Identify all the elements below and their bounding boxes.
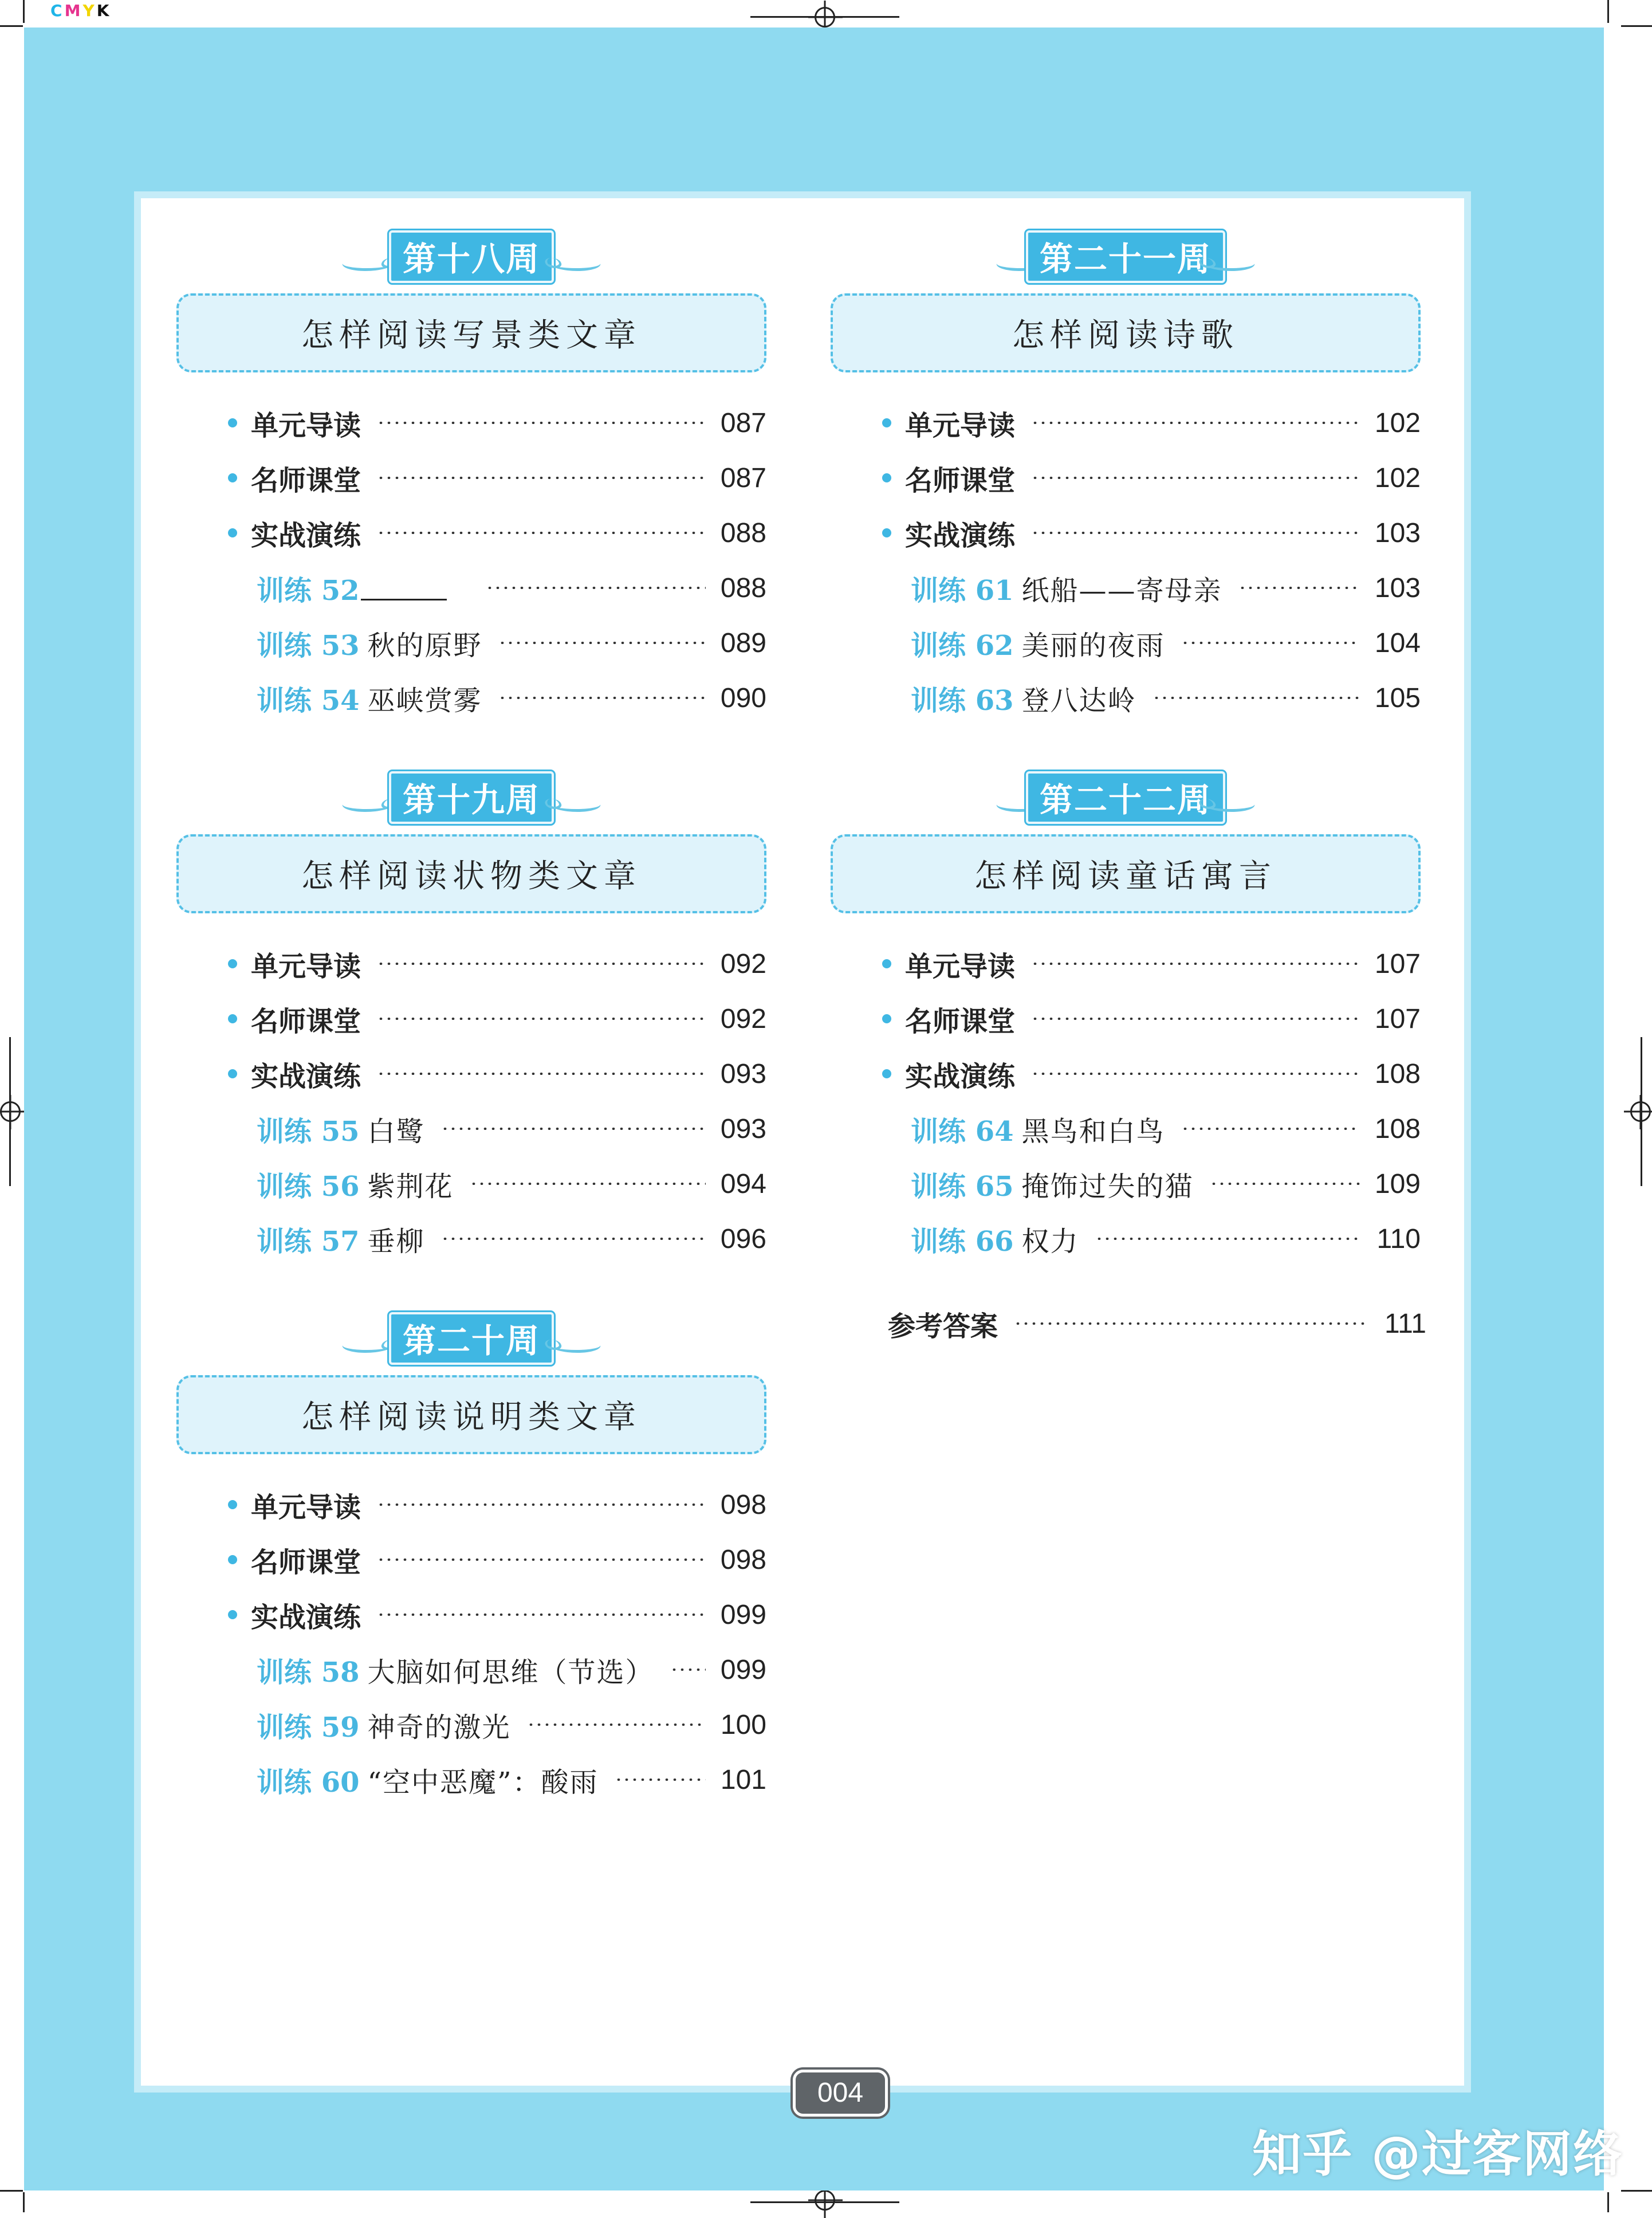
swirl-ornament-icon bbox=[546, 796, 603, 812]
leader-dots bbox=[377, 1503, 706, 1506]
entry-label: 实战演练 bbox=[905, 1060, 1016, 1093]
toc-entry[interactable] bbox=[176, 991, 766, 1046]
exercise-code: 训练 54 bbox=[257, 684, 360, 717]
crop-mark bbox=[23, 0, 25, 23]
page-number: 111 bbox=[1384, 1308, 1426, 1339]
exercise-entry[interactable] bbox=[831, 615, 1421, 670]
week-badge: 第十九周 bbox=[389, 771, 554, 824]
exercise-code: 训练 64 bbox=[911, 1115, 1014, 1148]
page-number: 102 bbox=[1374, 462, 1421, 493]
leader-dots bbox=[377, 963, 706, 965]
registration-mark-icon bbox=[815, 2190, 835, 2211]
swirl-ornament-icon bbox=[546, 1337, 603, 1353]
toc-entry[interactable] bbox=[176, 1532, 766, 1587]
page-number: 092 bbox=[720, 948, 766, 979]
exercise-entry[interactable] bbox=[176, 1697, 766, 1752]
entry-list bbox=[176, 395, 766, 725]
week-section bbox=[831, 230, 1421, 725]
exercise-title: 巫峡赏雾 bbox=[367, 684, 482, 717]
exercise-entry[interactable] bbox=[176, 1156, 766, 1211]
page-number: 088 bbox=[720, 517, 766, 548]
page-number-badge: 004 bbox=[793, 2070, 888, 2117]
page-number: 092 bbox=[720, 1003, 766, 1034]
crop-mark bbox=[1621, 25, 1652, 27]
leader-dots bbox=[486, 587, 706, 589]
page-number: 100 bbox=[720, 1709, 766, 1740]
toc-entry[interactable] bbox=[176, 936, 766, 991]
leader-dots bbox=[377, 422, 706, 424]
week-badge: 第二十二周 bbox=[1026, 771, 1225, 824]
toc-entry[interactable] bbox=[831, 450, 1421, 505]
exercise-title: 紫荆花 bbox=[367, 1170, 454, 1203]
topic-title: 怎样阅读诗歌 bbox=[831, 293, 1421, 372]
exercise-code: 训练 60 bbox=[257, 1766, 360, 1799]
leader-dots bbox=[1031, 532, 1360, 534]
week-badge: 第二十一周 bbox=[1026, 230, 1225, 283]
toc-entry[interactable] bbox=[176, 1046, 766, 1101]
entry-label: 实战演练 bbox=[905, 519, 1016, 552]
page-number: 102 bbox=[1374, 407, 1421, 438]
leader-dots bbox=[1031, 422, 1360, 424]
exercise-code: 训练 53 bbox=[257, 629, 360, 662]
crop-mark bbox=[1621, 2190, 1652, 2192]
page-number: 103 bbox=[1374, 572, 1421, 603]
leader-dots bbox=[377, 532, 706, 534]
topic-title: 怎样阅读童话寓言 bbox=[831, 834, 1421, 913]
exercise-entry[interactable] bbox=[831, 1101, 1421, 1156]
week-section bbox=[176, 771, 766, 1266]
exercise-title: 神奇的激光 bbox=[367, 1711, 511, 1744]
page-number: 087 bbox=[720, 462, 766, 493]
leader-dots bbox=[441, 1128, 706, 1130]
leader-dots bbox=[1014, 1322, 1366, 1325]
leader-dots bbox=[1153, 697, 1360, 699]
exercise-code: 训练 59 bbox=[257, 1711, 360, 1744]
exercise-title: 纸船——寄母亲 bbox=[1021, 574, 1222, 607]
leader-dots bbox=[1181, 1128, 1360, 1130]
bullet-icon bbox=[228, 959, 237, 968]
bullet-icon bbox=[228, 1069, 237, 1078]
page-number: 099 bbox=[720, 1599, 766, 1630]
toc-entry[interactable] bbox=[176, 505, 766, 560]
registration-mark-icon bbox=[0, 1101, 21, 1122]
leader-dots bbox=[498, 642, 706, 644]
reference-label: 参考答案 bbox=[888, 1310, 998, 1342]
leader-dots bbox=[527, 1724, 706, 1726]
exercise-title: 黑鸟和白鸟 bbox=[1021, 1115, 1165, 1148]
toc-entry[interactable] bbox=[831, 991, 1421, 1046]
leader-dots bbox=[615, 1779, 706, 1781]
leader-dots bbox=[470, 1183, 706, 1185]
swirl-ornament-icon bbox=[340, 256, 397, 271]
leader-dots bbox=[441, 1238, 706, 1240]
page-number: 089 bbox=[720, 627, 766, 658]
toc-entry[interactable] bbox=[176, 450, 766, 505]
page-number: 093 bbox=[720, 1113, 766, 1144]
leader-dots bbox=[377, 1559, 706, 1561]
crop-mark bbox=[0, 2190, 23, 2192]
week-section bbox=[176, 1312, 766, 1807]
exercise-entry[interactable] bbox=[176, 560, 766, 615]
topic-title: 怎样阅读写景类文章 bbox=[176, 293, 766, 372]
bullet-icon bbox=[882, 528, 891, 537]
entry-label: 名师课堂 bbox=[251, 1546, 361, 1579]
week-section bbox=[176, 230, 766, 725]
exercise-code: 训练 63 bbox=[911, 684, 1014, 717]
cmyk-print-mark: CMYK bbox=[50, 1, 112, 20]
entry-label: 名师课堂 bbox=[905, 464, 1016, 497]
page-number: 109 bbox=[1374, 1168, 1421, 1199]
entry-list bbox=[176, 1477, 766, 1807]
page-number: 104 bbox=[1374, 627, 1421, 658]
page-number: 107 bbox=[1374, 1003, 1421, 1034]
week-section bbox=[831, 771, 1421, 1266]
week-header bbox=[176, 1312, 766, 1369]
leader-dots bbox=[1031, 963, 1360, 965]
exercise-title: 秋的原野 bbox=[367, 629, 482, 662]
exercise-code: 训练 66 bbox=[911, 1225, 1014, 1258]
entry-label: 单元导读 bbox=[251, 409, 361, 442]
crop-mark bbox=[1607, 0, 1609, 23]
bullet-icon bbox=[882, 473, 891, 482]
topic-title: 怎样阅读说明类文章 bbox=[176, 1375, 766, 1454]
bullet-icon bbox=[228, 1555, 237, 1564]
exercise-title: 大脑如何思维（节选） bbox=[367, 1656, 654, 1689]
entry-label: 单元导读 bbox=[905, 409, 1016, 442]
entry-label: 单元导读 bbox=[905, 950, 1016, 983]
leader-dots bbox=[1238, 587, 1360, 589]
bullet-icon bbox=[882, 959, 891, 968]
toc-entry[interactable] bbox=[831, 1046, 1421, 1101]
exercise-title: 白鹭 bbox=[367, 1115, 425, 1148]
entry-list bbox=[831, 936, 1421, 1266]
bullet-icon bbox=[228, 528, 237, 537]
crop-mark bbox=[23, 2192, 25, 2212]
entry-label: 单元导读 bbox=[251, 1491, 361, 1524]
exercise-code: 训练 55 bbox=[257, 1115, 360, 1148]
page-number: 088 bbox=[720, 572, 766, 603]
registration-mark-icon bbox=[1630, 1101, 1651, 1122]
bullet-icon bbox=[228, 1500, 237, 1509]
toc-entry[interactable] bbox=[831, 395, 1421, 450]
page-number: 090 bbox=[720, 682, 766, 713]
exercise-code: 训练 65 bbox=[911, 1170, 1014, 1203]
page-number: 099 bbox=[720, 1654, 766, 1685]
exercise-code: 训练 58 bbox=[257, 1656, 360, 1689]
exercise-code: 训练 61 bbox=[911, 574, 1014, 607]
leader-dots bbox=[1095, 1238, 1360, 1240]
swirl-ornament-icon bbox=[546, 256, 603, 271]
bullet-icon bbox=[882, 418, 891, 427]
week-header bbox=[831, 771, 1421, 829]
page-number: 093 bbox=[720, 1058, 766, 1089]
page-number: 110 bbox=[1376, 1223, 1421, 1254]
page-number: 096 bbox=[720, 1223, 766, 1254]
leader-dots bbox=[1031, 1073, 1360, 1075]
toc-entry[interactable] bbox=[831, 936, 1421, 991]
leader-dots bbox=[377, 477, 706, 479]
toc-entry[interactable] bbox=[176, 395, 766, 450]
week-header bbox=[831, 230, 1421, 288]
entry-label: 名师课堂 bbox=[251, 1005, 361, 1038]
leader-dots bbox=[377, 1073, 706, 1075]
exercise-entry[interactable] bbox=[176, 1211, 766, 1266]
exercise-entry[interactable] bbox=[176, 1101, 766, 1156]
entry-label: 实战演练 bbox=[251, 519, 361, 552]
exercise-entry[interactable] bbox=[176, 670, 766, 725]
page-number: 098 bbox=[720, 1544, 766, 1575]
bullet-icon bbox=[228, 418, 237, 427]
exercise-code: 训练 52 bbox=[257, 574, 360, 607]
blank-line bbox=[361, 576, 447, 600]
page-number: 094 bbox=[720, 1168, 766, 1199]
leader-dots bbox=[377, 1018, 706, 1020]
bullet-icon bbox=[228, 1014, 237, 1023]
swirl-ornament-icon bbox=[340, 1337, 397, 1353]
entry-label: 单元导读 bbox=[251, 950, 361, 983]
leader-dots bbox=[1031, 1018, 1360, 1020]
leader-dots bbox=[1031, 477, 1360, 479]
reference-entry[interactable] bbox=[888, 1296, 1426, 1351]
registration-mark-icon bbox=[815, 7, 835, 28]
page-number: 105 bbox=[1374, 682, 1421, 713]
exercise-title: 美丽的夜雨 bbox=[1021, 629, 1165, 662]
exercise-entry[interactable] bbox=[831, 1156, 1421, 1211]
week-header bbox=[176, 771, 766, 829]
entry-label: 名师课堂 bbox=[251, 464, 361, 497]
toc-entry[interactable] bbox=[831, 505, 1421, 560]
page-number: 107 bbox=[1374, 948, 1421, 979]
leader-dots bbox=[1181, 642, 1360, 644]
week-header bbox=[176, 230, 766, 288]
leader-dots bbox=[377, 1614, 706, 1616]
week-badge: 第二十周 bbox=[389, 1312, 554, 1365]
exercise-entry[interactable] bbox=[831, 670, 1421, 725]
exercise-entry[interactable] bbox=[831, 560, 1421, 615]
topic-title: 怎样阅读状物类文章 bbox=[176, 834, 766, 913]
exercise-title: 垂柳 bbox=[367, 1225, 425, 1258]
watermark: 知乎 @过客网络 bbox=[1252, 2126, 1623, 2183]
exercise-entry[interactable] bbox=[176, 1752, 766, 1807]
entry-label: 实战演练 bbox=[251, 1601, 361, 1634]
exercise-code: 训练 57 bbox=[257, 1225, 360, 1258]
bullet-icon bbox=[882, 1014, 891, 1023]
week-badge: 第十八周 bbox=[389, 230, 554, 283]
exercise-code: 训练 56 bbox=[257, 1170, 360, 1203]
bullet-icon bbox=[228, 473, 237, 482]
exercise-entry[interactable] bbox=[831, 1211, 1421, 1266]
entry-list bbox=[176, 936, 766, 1266]
crop-mark bbox=[1607, 2192, 1609, 2212]
bullet-icon bbox=[228, 1610, 237, 1619]
leader-dots bbox=[498, 697, 706, 699]
leader-dots bbox=[1210, 1183, 1360, 1185]
crop-mark bbox=[0, 25, 23, 27]
exercise-title: 权力 bbox=[1021, 1225, 1079, 1258]
exercise-entry[interactable] bbox=[176, 615, 766, 670]
page-number: 098 bbox=[720, 1489, 766, 1520]
exercise-title: 掩饰过失的猫 bbox=[1021, 1170, 1194, 1203]
entry-label: 实战演练 bbox=[251, 1060, 361, 1093]
exercise-code: 训练 62 bbox=[911, 629, 1014, 662]
page-number: 103 bbox=[1374, 517, 1421, 548]
page-number: 108 bbox=[1374, 1113, 1421, 1144]
page-number: 101 bbox=[720, 1764, 766, 1795]
toc-entry[interactable] bbox=[176, 1477, 766, 1532]
page-number: 087 bbox=[720, 407, 766, 438]
entry-label: 名师课堂 bbox=[905, 1005, 1016, 1038]
swirl-ornament-icon bbox=[340, 796, 397, 812]
exercise-entry[interactable] bbox=[176, 1642, 766, 1697]
leader-dots bbox=[670, 1669, 706, 1671]
bullet-icon bbox=[882, 1069, 891, 1078]
exercise-title: “空中恶魔”：酸雨 bbox=[367, 1766, 599, 1799]
toc-entry[interactable] bbox=[176, 1587, 766, 1642]
exercise-title: 登八达岭 bbox=[1021, 684, 1136, 717]
entry-list bbox=[831, 395, 1421, 725]
page-number: 108 bbox=[1374, 1058, 1421, 1089]
